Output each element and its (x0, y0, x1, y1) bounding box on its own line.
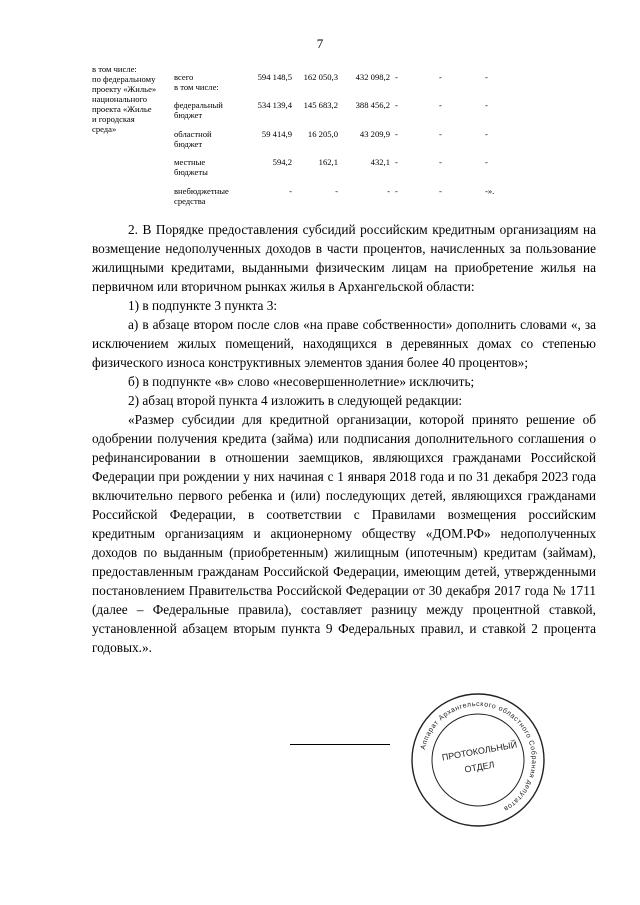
paragraph: 2. В Порядке предоставления субсидий российским кредитным организациям на возмещение недополученных доходов в части процентов, начисленных за пользование жилищными кредитами, выданными физическим лицам на приобретение жилья на первичном или вторичном рынках жилья в Архангельской области: (92, 222, 596, 294)
left-label-line: и городская (92, 114, 135, 124)
left-label-line: в том числе: (92, 64, 137, 74)
row-label-line: местные (174, 157, 206, 167)
paragraph: 1) в подпункте 3 пункта 3: (128, 298, 278, 313)
value-year-1: - (335, 186, 338, 196)
value-year-2: - (387, 186, 390, 196)
row-label-line: в том числе: (174, 82, 219, 92)
value-year-2: 432,1 (370, 157, 390, 167)
value-year-1: 162 050,3 (303, 72, 338, 82)
row-label-line: внебюджетные (174, 186, 229, 196)
table-row (174, 186, 504, 208)
dash-cell: -». (485, 186, 495, 196)
row-label-line: областной (174, 129, 212, 139)
paragraph: б) в подпункте «в» слово «несовершеннолетние» исключить; (128, 374, 475, 389)
row-label (174, 72, 236, 92)
value-total: 594,2 (272, 157, 292, 167)
body-text (92, 220, 596, 657)
dash-cell: - (439, 157, 442, 167)
dash-cell: - (439, 129, 442, 139)
dash-cell: - (485, 100, 488, 110)
left-label-line: проекту «Жилье» (92, 84, 157, 94)
stamp-ring-text: Аппарат Архангельского областного Собрания депутатов (420, 700, 538, 813)
page-number: 7 (316, 36, 324, 51)
left-label-line: проекта «Жилье (92, 104, 152, 114)
table-row (174, 129, 504, 151)
value-year-1: 145 683,2 (303, 100, 338, 110)
row-label (174, 129, 236, 149)
value-total: 534 139,4 (257, 100, 292, 110)
row-label (174, 186, 236, 206)
stamp-center-line-2: ОТДЕЛ (463, 759, 496, 775)
dash-cell: - (395, 129, 398, 139)
dash-cell: - (395, 100, 398, 110)
dash-cell: - (485, 157, 488, 167)
dash-cell: - (439, 100, 442, 110)
value-year-2: 43 209,9 (359, 129, 390, 139)
dash-cell: - (439, 186, 442, 196)
row-label-line: всего (174, 72, 194, 82)
paragraph: «Размер субсидии для кредитной организации, которой принято решение об одобрении получения кредита (займа) или подписания дополнительного соглашения о рефинансировании в отношении заемщиков, являющихся гражданами Российской Федерации при рождении у них начиная с 1 января 2018 года и по 31 декабря 2023 года включительно первого ребенка и (или) последующих детей, являющихся гражданами Российской Федерации, в соответствии с Правилами возмещения российским кредитным организациям и акционерному обществу «ДОМ.РФ» недополученных доходов по выданным (приобретенным) жилищным (ипотечным) кредитам (займам), предоставленным гражданам Российской Федерации, имеющим детей, утвержденными постановлением Правительства Российской Федерации от 30 декабря 2017 года № 1711 (далее – Федеральные правила), составляет разницу между процентной ставкой, установленной абзацем вторым пункта 9 Федеральных правил, и ставкой 2 процента годовых.». (92, 412, 596, 655)
value-year-2: 432 098,2 (355, 72, 390, 82)
row-label-line: федеральный (174, 100, 223, 110)
row-label-line: бюджет (174, 139, 203, 149)
dash-cell: - (395, 186, 398, 196)
dash-cell: - (395, 72, 398, 82)
left-label-line: по федеральному (92, 74, 156, 84)
row-label (174, 100, 236, 120)
table-row (174, 72, 504, 94)
table-row (174, 157, 504, 179)
official-stamp (408, 690, 548, 830)
stamp-center-line-1: ПРОТОКОЛЬНЫЙ (441, 739, 518, 763)
value-total: - (289, 186, 292, 196)
signature-line (290, 744, 390, 745)
value-year-2: 388 456,2 (355, 100, 390, 110)
paragraph: 2) абзац второй пункта 4 изложить в следующей редакции: (128, 393, 463, 408)
table-left-label (92, 64, 170, 134)
dash-cell: - (439, 72, 442, 82)
value-year-1: 162,1 (318, 157, 338, 167)
value-total: 59 414,9 (261, 129, 292, 139)
row-label-line: средства (174, 196, 206, 206)
left-label-line: среда» (92, 124, 117, 134)
row-label-line: бюджеты (174, 167, 208, 177)
dash-cell: - (395, 157, 398, 167)
paragraph: а) в абзаце втором после слов «на праве собственности» дополнить словами «, за исключением жилых помещений, находящихся в деревянных домах со степенью физического износа конструктивных элементов здания более 40 процентов»; (92, 317, 596, 370)
row-label (174, 157, 236, 177)
dash-cell: - (485, 129, 488, 139)
left-label-line: национального (92, 94, 148, 104)
table-row (174, 100, 504, 122)
value-total: 594 148,5 (257, 72, 292, 82)
dash-cell: - (485, 72, 488, 82)
row-label-line: бюджет (174, 110, 203, 120)
value-year-1: 16 205,0 (307, 129, 338, 139)
